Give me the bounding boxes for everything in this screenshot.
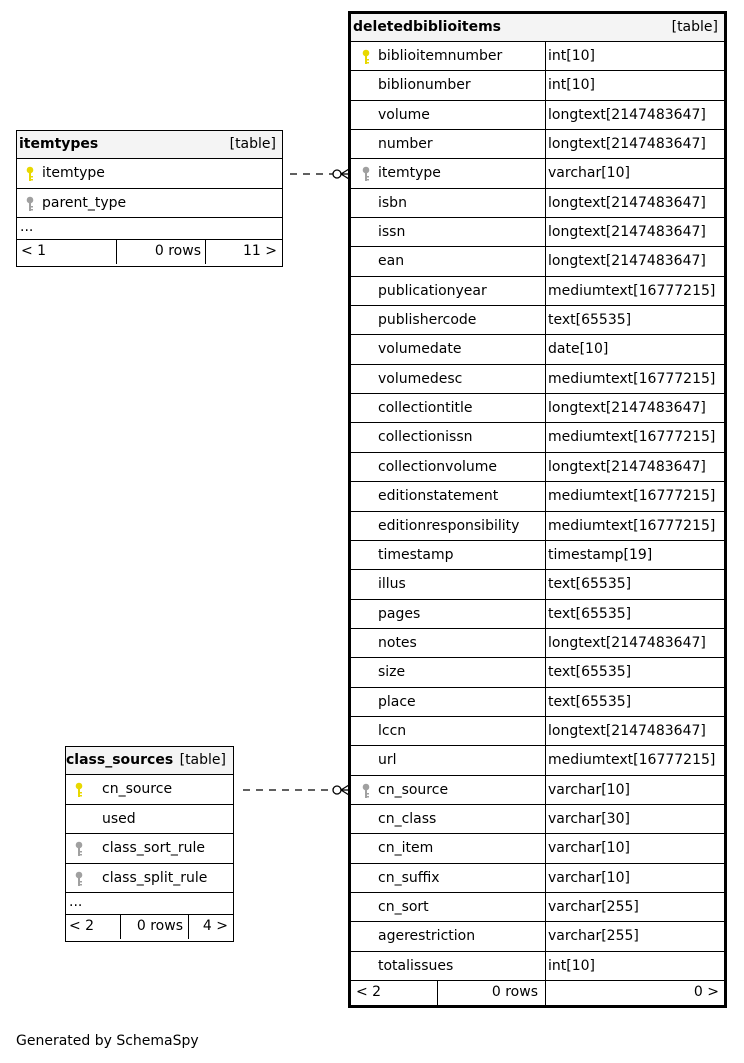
- child-count[interactable]: 4 >: [202, 918, 228, 934]
- column-row-used[interactable]: [66, 805, 233, 835]
- table-type-label: [table]: [179, 752, 226, 768]
- column-row-pages[interactable]: [351, 600, 724, 629]
- column-row-class-split-rule[interactable]: [66, 864, 233, 894]
- column-type: varchar[255]: [548, 928, 639, 945]
- column-name: issn: [378, 224, 406, 241]
- column-type: varchar[10]: [548, 840, 630, 857]
- column-row-lccn[interactable]: [351, 717, 724, 746]
- column-type: longtext[2147483647]: [548, 458, 706, 475]
- table-itemtypes[interactable]: [16, 130, 283, 267]
- table-deletedbiblioitems[interactable]: [348, 11, 727, 1008]
- column-row-class-sort-rule[interactable]: [66, 834, 233, 864]
- child-count[interactable]: 0 >: [693, 984, 719, 1000]
- column-type: longtext[2147483647]: [548, 253, 706, 270]
- column-name: cn_suffix: [378, 869, 440, 886]
- column-type: longtext[2147483647]: [548, 400, 706, 417]
- column-name: biblioitemnumber: [378, 48, 503, 64]
- column-row-volume[interactable]: [351, 101, 724, 130]
- foreign-key-icon: [75, 871, 83, 887]
- column-type: mediumtext[16777215]: [548, 282, 716, 299]
- column-row-issn[interactable]: [351, 218, 724, 247]
- column-type: mediumtext[16777215]: [548, 429, 716, 446]
- column-row-totalissues[interactable]: [351, 952, 724, 981]
- row-count: 0 rows: [136, 918, 183, 934]
- column-row-url[interactable]: [351, 746, 724, 775]
- column-name: lccn: [378, 722, 407, 739]
- column-name: volumedesc: [378, 370, 463, 387]
- column-row-publishercode[interactable]: [351, 306, 724, 335]
- column-type: int[10]: [548, 77, 595, 94]
- column-name: publishercode: [378, 312, 477, 329]
- table-header: [66, 747, 233, 775]
- column-name: number: [378, 136, 433, 153]
- column-row-size[interactable]: [351, 658, 724, 687]
- column-row-illus[interactable]: [351, 570, 724, 599]
- column-name: isbn: [378, 194, 407, 211]
- table-type-label: [table]: [671, 19, 718, 35]
- column-name: editionresponsibility: [378, 517, 520, 534]
- column-name: editionstatement: [378, 488, 499, 505]
- column-name: class_sort_rule: [102, 840, 205, 856]
- foreign-key-icon: [75, 841, 83, 857]
- column-type: longtext[2147483647]: [548, 722, 706, 739]
- column-row-publicationyear[interactable]: [351, 277, 724, 306]
- column-row-number[interactable]: [351, 130, 724, 159]
- column-type: longtext[2147483647]: [548, 136, 706, 153]
- parent-count[interactable]: < 2: [69, 918, 95, 934]
- child-count[interactable]: 11 >: [243, 243, 277, 259]
- column-row-cn-source[interactable]: [351, 776, 724, 805]
- column-row-editionstatement[interactable]: [351, 482, 724, 511]
- column-name: collectionissn: [378, 429, 473, 446]
- column-name: volume: [378, 106, 430, 123]
- column-row-agerestriction[interactable]: [351, 922, 724, 951]
- column-row-cn-source[interactable]: [66, 775, 233, 805]
- generated-by-credit: Generated by SchemaSpy: [16, 1033, 199, 1049]
- column-type: mediumtext[16777215]: [548, 488, 716, 505]
- table-type-label: [table]: [229, 136, 276, 152]
- foreign-key-icon: [362, 166, 370, 182]
- foreign-key-icon: [362, 783, 370, 799]
- column-name: parent_type: [42, 194, 127, 211]
- column-type: timestamp[19]: [548, 546, 653, 563]
- column-name: collectiontitle: [378, 400, 473, 417]
- column-type: text[65535]: [548, 605, 632, 622]
- column-type: varchar[255]: [548, 898, 639, 915]
- column-type: text[65535]: [548, 312, 632, 329]
- relationship-itemtypes: [290, 169, 349, 179]
- column-name: cn_source: [102, 781, 173, 797]
- column-name: volumedate: [378, 341, 462, 358]
- column-row-biblionumber[interactable]: [351, 71, 724, 100]
- more-columns: ...: [66, 893, 233, 915]
- column-row-cn-suffix[interactable]: [351, 864, 724, 893]
- column-name: itemtype: [378, 165, 441, 182]
- column-row-timestamp[interactable]: [351, 541, 724, 570]
- column-type: varchar[10]: [548, 781, 630, 798]
- column-name: biblionumber: [378, 77, 471, 94]
- column-name: totalissues: [378, 957, 454, 974]
- table-footer: [17, 240, 282, 264]
- relationship-class-sources: [243, 785, 349, 795]
- column-type: int[10]: [548, 48, 595, 64]
- column-name: collectionvolume: [378, 458, 498, 475]
- table-name: itemtypes: [19, 136, 99, 152]
- column-type: mediumtext[16777215]: [548, 370, 716, 387]
- column-row-volumedate[interactable]: [351, 335, 724, 364]
- column-type: varchar[10]: [548, 869, 630, 886]
- column-type: longtext[2147483647]: [548, 194, 706, 211]
- row-count: 0 rows: [491, 984, 538, 1000]
- column-name: publicationyear: [378, 282, 487, 299]
- primary-key-icon: [26, 166, 34, 182]
- column-row-ean[interactable]: [351, 247, 724, 276]
- table-footer: [66, 915, 233, 939]
- column-row-cn-item[interactable]: [351, 834, 724, 863]
- column-name: illus: [378, 576, 406, 593]
- column-type: mediumtext[16777215]: [548, 752, 716, 769]
- column-name: pages: [378, 605, 421, 622]
- parent-count[interactable]: < 1: [21, 243, 47, 259]
- column-row-collectionvolume[interactable]: [351, 453, 724, 482]
- column-row-parent-type[interactable]: [17, 189, 282, 219]
- column-name: place: [378, 693, 416, 710]
- column-name: cn_item: [378, 840, 434, 857]
- column-type: date[10]: [548, 341, 609, 358]
- column-row-editionresponsibility[interactable]: [351, 512, 724, 541]
- row-count: 0 rows: [154, 243, 201, 259]
- column-type: int[10]: [548, 957, 595, 974]
- column-type: varchar[30]: [548, 810, 630, 827]
- column-row-notes[interactable]: [351, 629, 724, 658]
- column-name: size: [378, 664, 406, 681]
- column-row-cn-sort[interactable]: [351, 893, 724, 922]
- column-name: class_split_rule: [102, 869, 208, 886]
- table-header: [17, 131, 282, 159]
- column-type: text[65535]: [548, 576, 632, 593]
- column-name: cn_class: [378, 810, 437, 827]
- column-type: longtext[2147483647]: [548, 634, 706, 651]
- column-row-collectiontitle[interactable]: [351, 394, 724, 423]
- column-type: mediumtext[16777215]: [548, 517, 716, 534]
- column-type: longtext[2147483647]: [548, 106, 706, 123]
- column-row-place[interactable]: [351, 688, 724, 717]
- table-name: class_sources: [66, 752, 174, 768]
- column-name: cn_sort: [378, 898, 429, 915]
- column-name: used: [102, 810, 136, 827]
- column-row-cn-class[interactable]: [351, 805, 724, 834]
- column-name: notes: [378, 634, 417, 651]
- column-type: text[65535]: [548, 693, 632, 710]
- primary-key-icon: [75, 782, 83, 798]
- column-row-isbn[interactable]: [351, 189, 724, 218]
- column-name: agerestriction: [378, 928, 476, 945]
- column-row-biblioitemnumber[interactable]: [351, 42, 724, 71]
- column-row-itemtype[interactable]: [17, 159, 282, 189]
- column-name: itemtype: [42, 165, 105, 181]
- table-footer: [351, 981, 724, 1005]
- column-row-volumedesc[interactable]: [351, 365, 724, 394]
- column-name: ean: [378, 253, 405, 270]
- column-row-itemtype[interactable]: [351, 159, 724, 188]
- table-class-sources[interactable]: [65, 746, 234, 942]
- table-name: deletedbiblioitems: [353, 19, 501, 35]
- primary-key-icon: [362, 49, 370, 65]
- foreign-key-icon: [26, 196, 34, 212]
- column-name: url: [378, 752, 397, 769]
- column-name: timestamp: [378, 546, 454, 563]
- column-type: varchar[10]: [548, 165, 630, 182]
- more-columns: ...: [17, 218, 282, 240]
- column-row-collectionissn[interactable]: [351, 423, 724, 452]
- table-header: [351, 14, 724, 42]
- column-type: longtext[2147483647]: [548, 224, 706, 241]
- column-type: text[65535]: [548, 664, 632, 681]
- column-name: cn_source: [378, 781, 449, 798]
- parent-count[interactable]: < 2: [356, 984, 382, 1000]
